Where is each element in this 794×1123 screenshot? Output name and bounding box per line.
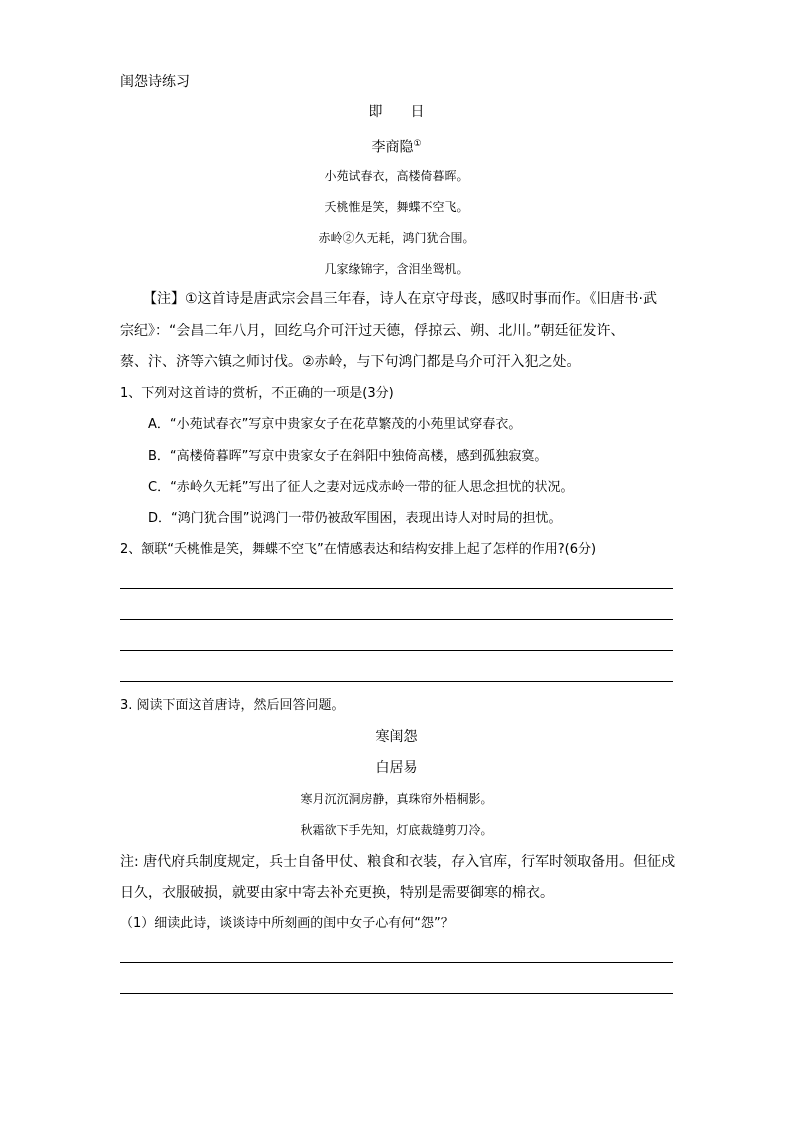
question-1-option-d: D．“鸿门犹合围”说鸿门一带仍被敌军围困，表现出诗人对时局的担忧。	[148, 511, 562, 526]
answer-line[interactable]	[120, 588, 673, 589]
poem1-title: 即 日	[368, 104, 425, 120]
poem2-note-line: 日久，衣服破损，就要由家中寄去补充更换，特别是需要御寒的棉衣。	[120, 885, 554, 901]
poem2-line: 秋霜欲下手先知，灯底裁缝剪刀冷。	[300, 823, 493, 837]
answer-line[interactable]	[120, 962, 673, 963]
poem2-note-line: 注: 唐代府兵制度规定，兵士自备甲仗、粮食和衣装，存入官库，行军时领取备用。但征戍	[120, 854, 676, 870]
document-title: 闺怨诗练习	[120, 74, 190, 90]
poem1-author-line	[120, 134, 673, 158]
question-1-option-b: B．“高楼倚暮晖”写京中贵家女子在斜阳中独倚高楼，感到孤独寂寞。	[148, 449, 548, 464]
question-1-stem: 1、下列对这首诗的赏析，不正确的一项是(3分)	[120, 386, 394, 401]
poem1-note-line: 蔡、汴、济等六镇之师讨伐。②赤岭，与下句鸿门都是乌介可汗入犯之处。	[120, 354, 581, 370]
poem1-line: 夭桃惟是笑，舞蝶不空飞。	[324, 200, 469, 214]
question-2-stem: 2、颔联“夭桃惟是笑，舞蝶不空飞”在情感表达和结构安排上起了怎样的作用?(6分)	[120, 542, 597, 557]
poem2-line: 寒月沉沉洞房静，真珠帘外梧桐影。	[300, 792, 493, 806]
poem1-line: 小苑试春衣，高楼倚暮晖。	[324, 169, 469, 183]
poem2-author: 白居易	[375, 760, 418, 776]
question-3-stem: 3. 阅读下面这首唐诗，然后回答问题。	[120, 698, 345, 713]
poem1-line: 几家缘锦字，含泪坐鸳机。	[324, 262, 469, 276]
poem1-note-line: 宗纪》：“会昌二年八月，回纥乌介可汗过天德，俘掠云、朔、北川。”朝廷征发许、	[120, 323, 625, 339]
poem2-title: 寒闺怨	[375, 729, 418, 745]
question-1-option-c: C．“赤岭久无耗”写出了征人之妻对远戍赤岭一带的征人思念担忧的状况。	[148, 480, 574, 495]
poem1-line: 赤岭②久无耗，鸿门犹合围。	[318, 231, 475, 245]
poem1-author-note-mark: ①	[413, 139, 422, 149]
question-1-option-a: A．“小苑试春衣”写京中贵家女子在花草繁茂的小苑里试穿春衣。	[148, 417, 522, 432]
question-3-sub-1: （1）细读此诗，谈谈诗中所刻画的闺中女子心有何“怨”？	[120, 916, 454, 931]
answer-line[interactable]	[120, 650, 673, 651]
answer-line[interactable]	[120, 993, 673, 994]
poem1-author: 李商隐	[371, 139, 414, 156]
answer-line[interactable]	[120, 619, 673, 620]
poem1-note-line: 【注】①这首诗是唐武宗会昌三年春，诗人在京守母丧，感叹时事而作。《旧唐书·武	[143, 291, 657, 307]
answer-line[interactable]	[120, 681, 673, 682]
